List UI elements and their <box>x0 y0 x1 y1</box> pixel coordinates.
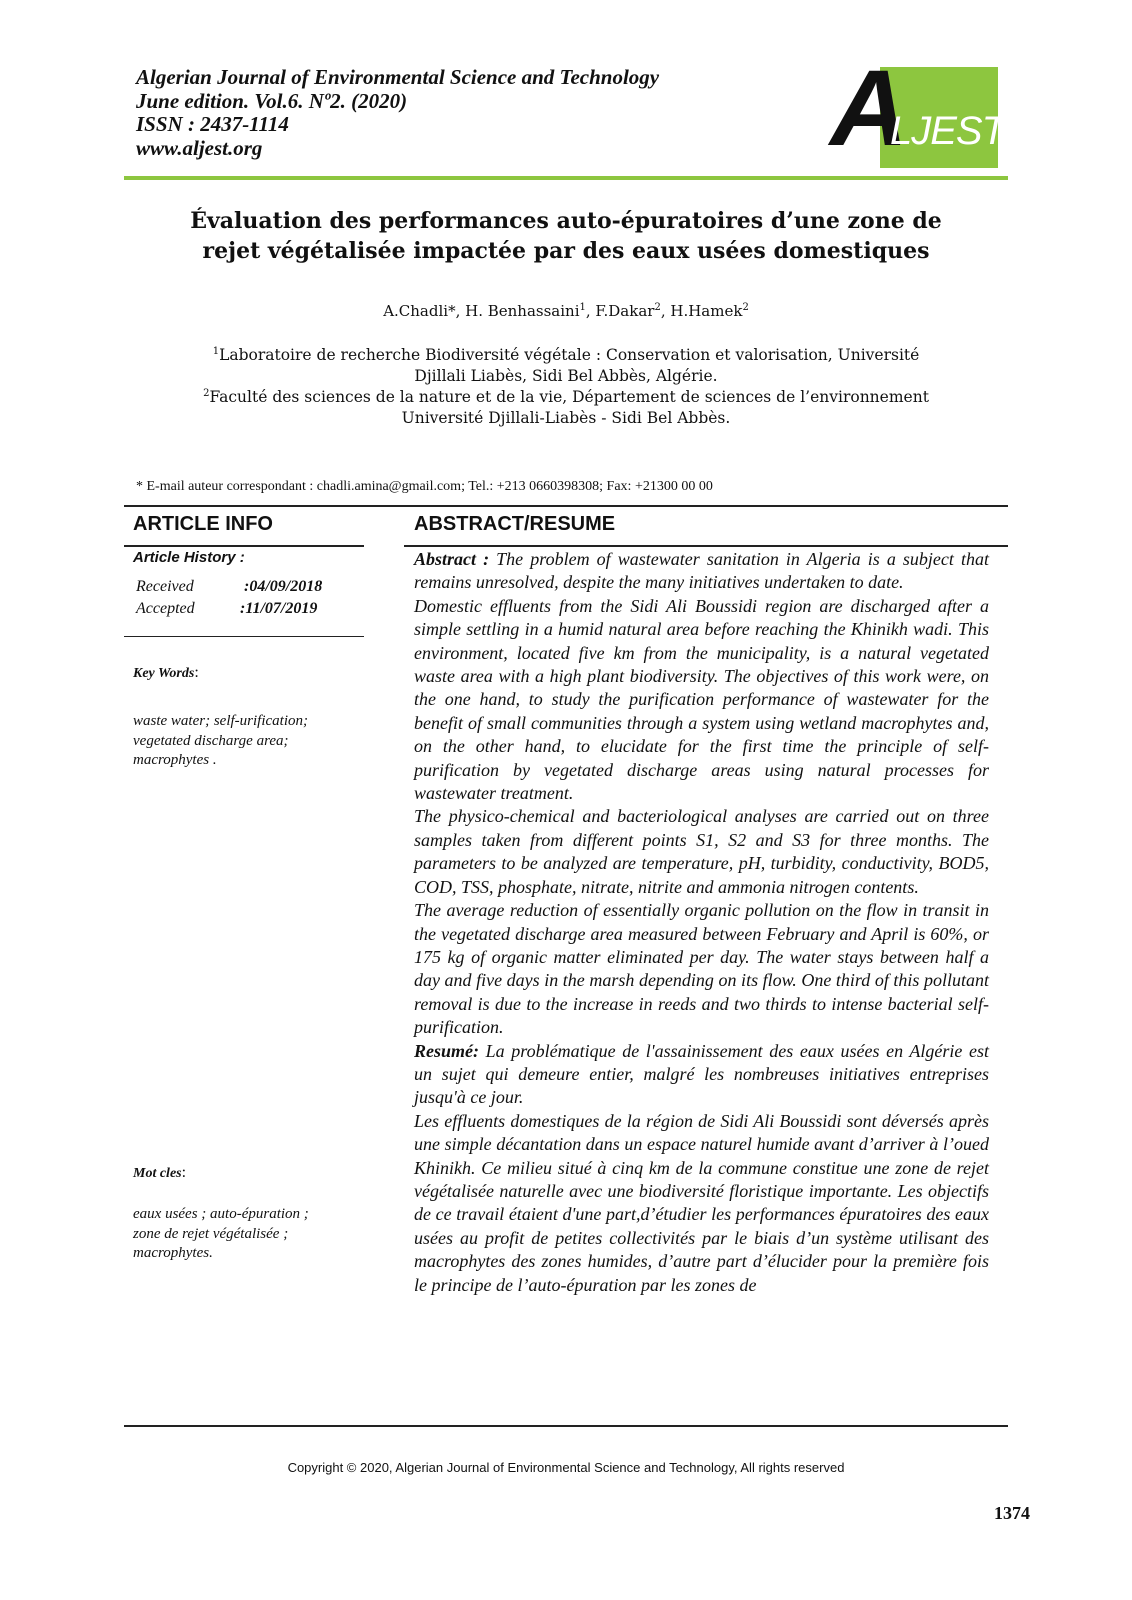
affiliation-2-line-1 <box>124 387 1008 408</box>
keywords-line: macrophytes . <box>133 752 217 768</box>
journal-website[interactable]: www.aljest.org <box>136 135 263 160</box>
keywords-label <box>133 664 199 683</box>
logo-text: LJEST <box>890 109 1006 153</box>
affiliation-1-line-1 <box>124 345 1008 366</box>
article-info-heading: ARTICLE INFO <box>133 513 273 535</box>
corresponding-email: * E-mail auteur correspondant : chadli.amina@gmail.com; Tel.: +213 0660398308; Fax: +21300 00 00 <box>136 479 713 494</box>
author-name: H. Benhassaini <box>465 302 580 320</box>
journal-issn: ISSN : 2437-1114 <box>136 112 289 136</box>
aljest-logo <box>824 47 1006 172</box>
accepted-date: :11/07/2019 <box>240 600 318 617</box>
abstract-paragraph: The physico-chemical and bacteriological analyses are carried out on three samples taken from different points S1, S2 and S3 for three months. The parameters to be analyzed are temperature, pH, turbidity, conductivity, BOD5, COD, TSS, phosphate, nitrate, nitrite and ammonia nitrogen contents. <box>414 806 989 897</box>
journal-header <box>136 66 776 160</box>
resume-text: La problématique de l'assainissement des eaux usées en Algérie est un sujet qui demeure entier, malgré les nombreuses initiatives entreprises jusqu'à ce jour. <box>414 1040 989 1108</box>
motcles-line: macrophytes. <box>133 1245 213 1261</box>
author-affil-sup: 2 <box>742 302 749 313</box>
article-info-rule <box>124 545 364 547</box>
motcles-line: zone de rejet végétalisée ; <box>133 1225 289 1242</box>
affiliation-sup: 1 <box>212 345 220 357</box>
affiliation-text: Laboratoire de recherche Biodiversité végétale : Conservation et valorisation, Université <box>219 346 920 364</box>
abstract-heading: ABSTRACT/RESUME <box>414 513 616 535</box>
title-line-2: rejet végétalisée impactée par des eaux usées domestiques <box>202 238 930 264</box>
abstract-body <box>414 548 989 1297</box>
section-bottom-rule <box>124 1425 1008 1427</box>
abstract-paragraph: Domestic effluents from the Sidi Ali Boussidi region are discharged after a simple settling in a humid natural area before reaching the Khinikh wadi. This environment, located five km from the municipality, is a natural vegetated waste area with a high plant biodiversity. The objectives of this work were, on the one hand, to study the purification performance of wastewater for the benefit of small communities through a system using wetland macrophytes and, on the other hand, to elucidate for the first time the principle of self-purification by vegetated discharge areas using natural processes for wastewater treatment. <box>414 595 989 804</box>
journal-name: Algerian Journal of Environmental Science and Technology <box>136 65 660 89</box>
received-label: Received <box>136 578 194 595</box>
keywords-list <box>133 712 359 771</box>
header-divider <box>124 176 1008 180</box>
keywords-label-text: Key Words <box>133 666 195 681</box>
motcles-line: eaux usées ; auto-épuration ; <box>133 1206 309 1222</box>
author-name: A.Chadli* <box>383 302 456 320</box>
received-row <box>136 576 356 598</box>
keywords-line: vegetated discharge area; <box>133 732 289 749</box>
motcles-list <box>133 1205 359 1264</box>
abstract-text: The problem of wastewater sanitation in Algeria is a subject that remains unresolved, despite the many initiatives undertaken to date. <box>414 549 989 593</box>
keywords-colon: : <box>194 664 199 681</box>
history-rule <box>124 636 364 637</box>
page-number: 1374 <box>994 1503 1030 1523</box>
article-history-label: Article History : <box>133 549 245 566</box>
article-history <box>136 576 356 620</box>
author-affil-sup: 1 <box>579 302 586 313</box>
affiliation-1-line-2: Djillali Liabès, Sidi Bel Abbès, Algérie. <box>414 367 718 385</box>
affiliation-2-line-2: Université Djillali-Liabès - Sidi Bel Abbès. <box>401 409 731 427</box>
logo-letter: A <box>830 47 904 168</box>
author-name: F.Dakar <box>595 302 655 320</box>
author-name: H.Hamek <box>670 302 743 320</box>
keywords-line: waste water; self-urification; <box>133 713 308 729</box>
accepted-row <box>136 598 356 620</box>
article-title <box>124 206 1008 266</box>
resume-paragraph <box>414 1040 989 1110</box>
motcles-label <box>133 1164 186 1183</box>
section-top-rule <box>124 505 1008 507</box>
affiliations <box>124 345 1008 429</box>
resume-paragraph: Les effluents domestiques de la région de Sidi Ali Boussidi sont déversés après une simple décantation dans un espace naturel humide avant d’arriver à l’oued Khinikh. Ce milieu situé à cinq km de la commune constitue une zone de rejet végétalisée naturelle avec une biodiversité floristique importante. Les objectifs de ce travail étaient d'une part,d’étudier les performances épuratoires des eaux usées au profit de petites collectivités par le biais d’un système utilisant des macrophytes des zones humides, d’autre part d’élucider pour la première fois le principe de l’auto-épuration par les zones de <box>414 1110 989 1295</box>
abstract-paragraph: The average reduction of essentially organic pollution on the flow in transit in the vegetated discharge area measured between February and April is 60%, or 175 kg of organic matter eliminated per day. The water stays between half a day and five days in the marsh depending on its flow. One third of this pollutant removal is due to the increase in reeds and two thirds to intense bacterial self-purification. <box>414 900 989 1038</box>
accepted-label: Accepted <box>136 600 195 617</box>
abstract-label: Abstract : <box>414 549 490 569</box>
journal-edition: June edition. Vol.6. Nº2. (2020) <box>136 88 408 113</box>
affiliation-sup: 2 <box>203 387 210 399</box>
received-date: :04/09/2018 <box>244 578 323 595</box>
abstract-paragraph <box>414 548 989 595</box>
author-affil-sup: 2 <box>654 302 661 313</box>
abstract-rule <box>404 545 1008 547</box>
author-list: A.Chadli*, H. Benhassaini$^1$, F.Dakar$^2$, H.Hamek$^2$ <box>383 302 749 320</box>
affiliation-text: Faculté des sciences de la nature et de la vie, Département de sciences de l’environnement <box>209 388 929 406</box>
title-line-1: Évaluation des performances auto-épuratoires d’une zone de <box>190 208 942 234</box>
motcles-label-text: Mot cles <box>133 1166 182 1181</box>
motcles-colon: : <box>181 1164 187 1181</box>
resume-label: Resumé: <box>414 1040 479 1061</box>
copyright-notice: Copyright © 2020, Algerian Journal of Environmental Science and Technology, All rights reserved <box>287 1460 845 1475</box>
